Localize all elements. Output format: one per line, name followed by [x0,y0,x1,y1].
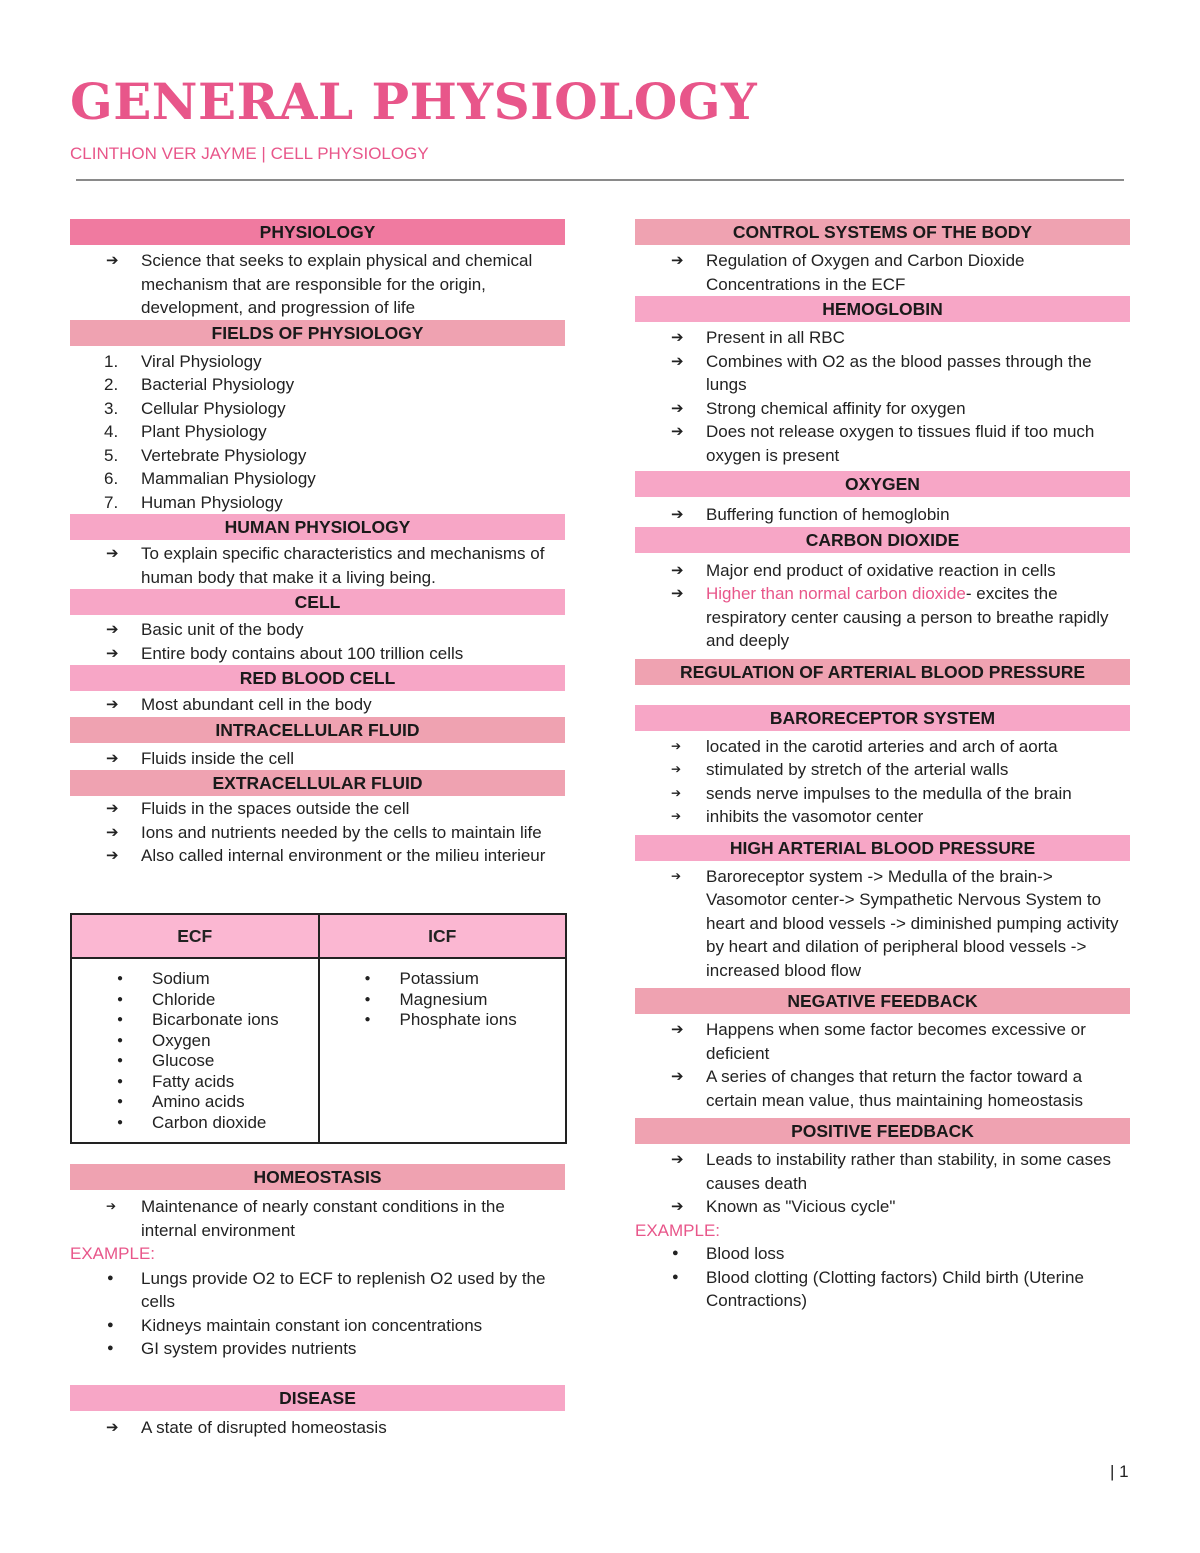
section-heading-regulation-abp: REGULATION OF ARTERIAL BLOOD PRESSURE [635,659,1130,685]
list-item: ➔ Leads to instability rather than stability, in some cases causes death [635,1148,1130,1195]
list-item: ➔ Science that seeks to explain physical and chemical mechanism that are responsible for the origin, development, and progression of life [70,249,565,320]
right-column [635,219,1130,1313]
section-heading-red-blood-cell: RED BLOOD CELL [70,665,565,691]
list-item [70,350,565,374]
list-text: Vertebrate Physiology [141,445,307,465]
list-item: ● Oxygen [72,1031,318,1052]
list-item: ● Blood clotting (Clotting factors) Child birth (Uterine Contractions) [635,1266,1130,1313]
list-item: ➔ Does not release oxygen to tissues fluid if too much oxygen is present [635,420,1130,467]
list-number: 6. [104,469,119,488]
section-heading-positive-feedback: POSITIVE FEEDBACK [635,1118,1130,1144]
list-item: ● Chloride [72,990,318,1011]
list-item: ● Magnesium [320,990,566,1011]
section-heading-physiology: PHYSIOLOGY [70,219,565,245]
left-lower-column [70,1164,565,1439]
list-number: 2. [104,375,119,394]
section-heading-human-physiology: HUMAN PHYSIOLOGY [70,514,565,540]
section-heading-hemoglobin: HEMOGLOBIN [635,296,1130,322]
negative-feedback-list [635,1018,1130,1112]
list-item [70,491,565,515]
list-item [70,444,565,468]
list-item: ➔ Fluids in the spaces outside the cell [70,797,565,821]
list-item: ● Fatty acids [72,1072,318,1093]
list-item: ➔ Strong chemical affinity for oxygen [635,397,1130,421]
list-text: Cellular Physiology [141,398,286,418]
list-number: 5. [104,445,119,465]
list-item: ● Sodium [72,969,318,990]
example-label: EXAMPLE: [70,1244,156,1263]
list-item: ● Bicarbonate ions [72,1010,318,1031]
list-item: ● Blood loss [635,1242,1130,1266]
list-number: 7. [104,492,119,512]
list-item: ➔ Most abundant cell in the body [70,693,565,717]
section-heading-homeostasis: HOMEOSTASIS [70,1164,565,1190]
list-item: ➔ Maintenance of nearly constant conditions in the internal environment [70,1195,565,1242]
list-item: ● Lungs provide O2 to ECF to replenish O2 used by the cells [70,1267,565,1314]
list-number: 4. [104,422,119,441]
ecf-list [70,797,565,868]
list-text: Plant Physiology [141,422,267,441]
homeostasis-examples [70,1267,565,1361]
list-item: ➔ Basic unit of the body [70,618,565,642]
section-heading-intracellular-fluid: INTRACELLULAR FLUID [70,717,565,743]
hemoglobin-list [635,326,1130,467]
list-item: ➔ Combines with O2 as the blood passes through the lungs [635,350,1130,397]
section-heading-control-systems: CONTROL SYSTEMS OF THE BODY [635,219,1130,245]
document-subtitle: CLINTHON VER JAYME | CELL PHYSIOLOGY [70,144,429,163]
table-header-ecf: ECF [71,914,319,958]
high-abp-list [635,865,1130,983]
list-item: ● Kidneys maintain constant ion concentrations [70,1314,565,1338]
fields-list [70,350,565,515]
list-item: ➔ To explain specific characteristics and mechanisms of human body that make it a living being. [70,542,565,589]
table-cell-ecf [71,958,319,1143]
list-item: ● Glucose [72,1051,318,1072]
section-heading-disease: DISEASE [70,1385,565,1411]
cell-list [70,618,565,665]
list-item [70,467,565,491]
list-item: ➔ Baroreceptor system -> Medulla of the brain-> Vasomotor center-> Sympathetic Nervous System to heart and blood vessels -> diminished pumping activity by heart and dilation of peripheral blood vessels -> increased blood flow [635,865,1130,983]
disease-list [70,1416,565,1440]
table-header-icf: ICF [319,914,567,958]
table-cell-icf [319,958,567,1143]
human-physiology-list [70,542,565,589]
list-item: ● Carbon dioxide [72,1113,318,1134]
list-item: ➔ Also called internal environment or the milieu interieur [70,844,565,868]
list-item: ➔ Major end product of oxidative reaction in cells [635,559,1130,583]
section-heading-carbon-dioxide: CARBON DIOXIDE [635,527,1130,553]
list-item: ● Potassium [320,969,566,990]
section-heading-oxygen: OXYGEN [635,471,1130,497]
list-item: ➔ inhibits the vasomotor center [635,805,1130,829]
list-item: ➔ Buffering function of hemoglobin [635,503,1130,527]
list-text: Bacterial Physiology [141,375,295,394]
document-title: GENERAL PHYSIOLOGY [70,72,758,131]
list-item: ➔ stimulated by stretch of the arterial walls [635,758,1130,782]
list-item [70,420,565,444]
baroreceptor-list [635,735,1130,829]
list-item [635,582,1130,653]
header-divider [76,179,1124,181]
list-item: ➔ Ions and nutrients needed by the cells to maintain life [70,821,565,845]
list-text: Viral Physiology [141,351,262,371]
example-label: EXAMPLE: [635,1220,721,1240]
section-heading-cell: CELL [70,589,565,615]
section-heading-negative-feedback: NEGATIVE FEEDBACK [635,988,1130,1014]
list-item: ➔ Regulation of Oxygen and Carbon Dioxide Concentrations in the ECF [635,249,1130,296]
section-heading-extracellular-fluid: EXTRACELLULAR FLUID [70,770,565,796]
highlight-text: Higher than normal carbon dioxide [706,584,966,603]
list-number: 3. [104,398,119,418]
list-item: ➔ Present in all RBC [635,326,1130,350]
list-text: Mammalian Physiology [141,469,316,488]
physiology-list [70,249,565,320]
list-item: ➔ Happens when some factor becomes excessive or deficient [635,1018,1130,1065]
positive-feedback-list [635,1148,1130,1219]
list-item: ➔ sends nerve impulses to the medulla of the brain [635,782,1130,806]
list-item: ➔ Entire body contains about 100 trillion cells [70,642,565,666]
list-item: ➔ A series of changes that return the factor toward a certain mean value, thus maintaining homeostasis [635,1065,1130,1112]
list-item [70,397,565,421]
section-heading-high-abp: HIGH ARTERIAL BLOOD PRESSURE [635,835,1130,861]
list-item [70,373,565,397]
list-text: Human Physiology [141,492,283,512]
list-item: ➔ Known as "Vicious cycle" [635,1195,1130,1219]
list-item: ● Amino acids [72,1092,318,1113]
page-number: | 1 [1110,1462,1129,1481]
co2-list [635,559,1130,653]
list-text: - excites the respiratory center causing a person to breathe rapidly and deeply [706,584,1109,650]
list-item: ➔ located in the carotid arteries and arch of aorta [635,735,1130,759]
control-list [635,249,1130,296]
list-item: ● GI system provides nutrients [70,1337,565,1361]
list-item: ● Phosphate ions [320,1010,566,1031]
oxygen-list [635,503,1130,527]
rbc-list [70,693,565,717]
ecf-icf-table [70,913,567,1144]
list-item: ➔ Fluids inside the cell [70,747,565,771]
list-item: ➔ A state of disrupted homeostasis [70,1416,565,1440]
homeostasis-list [70,1195,565,1242]
positive-feedback-examples [635,1242,1130,1313]
left-column [70,219,565,868]
section-heading-baroreceptor: BARORECEPTOR SYSTEM [635,705,1130,731]
section-heading-fields: FIELDS OF PHYSIOLOGY [70,320,565,346]
icf-list [70,747,565,771]
list-number: 1. [104,351,119,371]
